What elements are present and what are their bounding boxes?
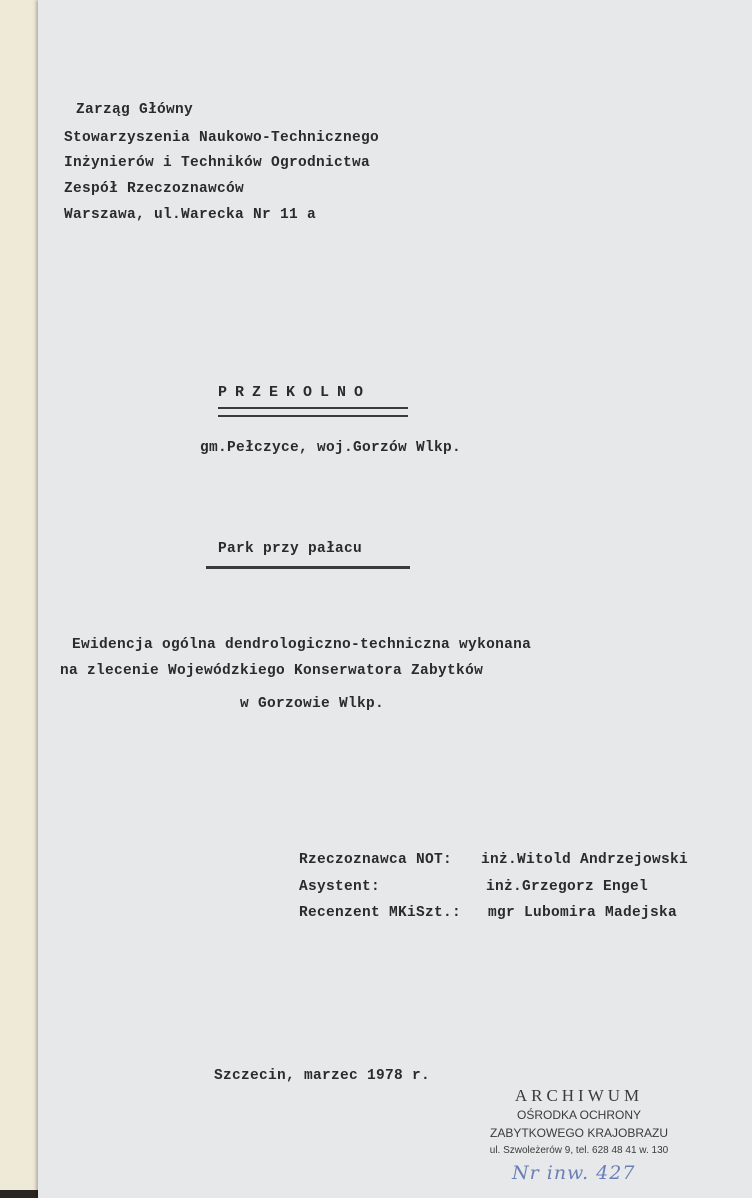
archive-stamp	[472, 1086, 686, 1156]
stamp-line-2: OŚRODKA OCHRONY	[516, 1108, 642, 1122]
subtitle: Park przy pałacu	[218, 541, 363, 557]
description-line-3: w Gorzowie Wlkp.	[240, 696, 385, 712]
header-line-1: Zarząg Główny	[76, 102, 194, 118]
description-line-1: Ewidencja ogólna dendrologiczno-techniczna wykonana	[72, 637, 532, 653]
stamp-line-3: ZABYTKOWEGO KRAJOBRAZU	[489, 1126, 669, 1140]
inventory-number-handwritten: Nr inw. 427	[512, 1162, 636, 1184]
header-line-3: Inżynierów i Techników Ogrodnictwa	[64, 155, 371, 171]
stamp-line-1: ARCHIWUM	[514, 1086, 644, 1105]
stamp-line-4: ul. Szwoleżerów 9, tel. 628 48 41 w. 130	[489, 1145, 669, 1156]
credit-person-2: inż.Grzegorz Engel	[486, 879, 649, 895]
header-line-2: Stowarzyszenia Naukowo-Technicznego	[64, 130, 380, 146]
place-date: Szczecin, marzec 1978 r.	[214, 1068, 431, 1084]
credit-person-1: inż.Witold Andrzejowski	[481, 852, 689, 868]
credit-role-2: Asystent:	[299, 879, 381, 895]
subtitle-underline	[206, 566, 410, 569]
description-line-2: na zlecenie Wojewódzkiego Konserwatora Zabytków	[60, 663, 484, 679]
document-page	[38, 0, 752, 1198]
location-line: gm.Pełczyce, woj.Gorzów Wlkp.	[200, 440, 462, 456]
header-line-5: Warszawa, ul.Warecka Nr 11 a	[64, 207, 317, 223]
credit-person-3: mgr Lubomira Madejska	[488, 905, 678, 921]
credit-role-1: Rzeczoznawca NOT:	[299, 852, 453, 868]
credit-role-3: Recenzent MKiSzt.:	[299, 905, 462, 921]
document-title: PRZEKOLNO	[218, 384, 372, 401]
title-double-underline	[218, 407, 408, 417]
header-line-4: Zespół Rzeczoznawców	[64, 181, 245, 197]
